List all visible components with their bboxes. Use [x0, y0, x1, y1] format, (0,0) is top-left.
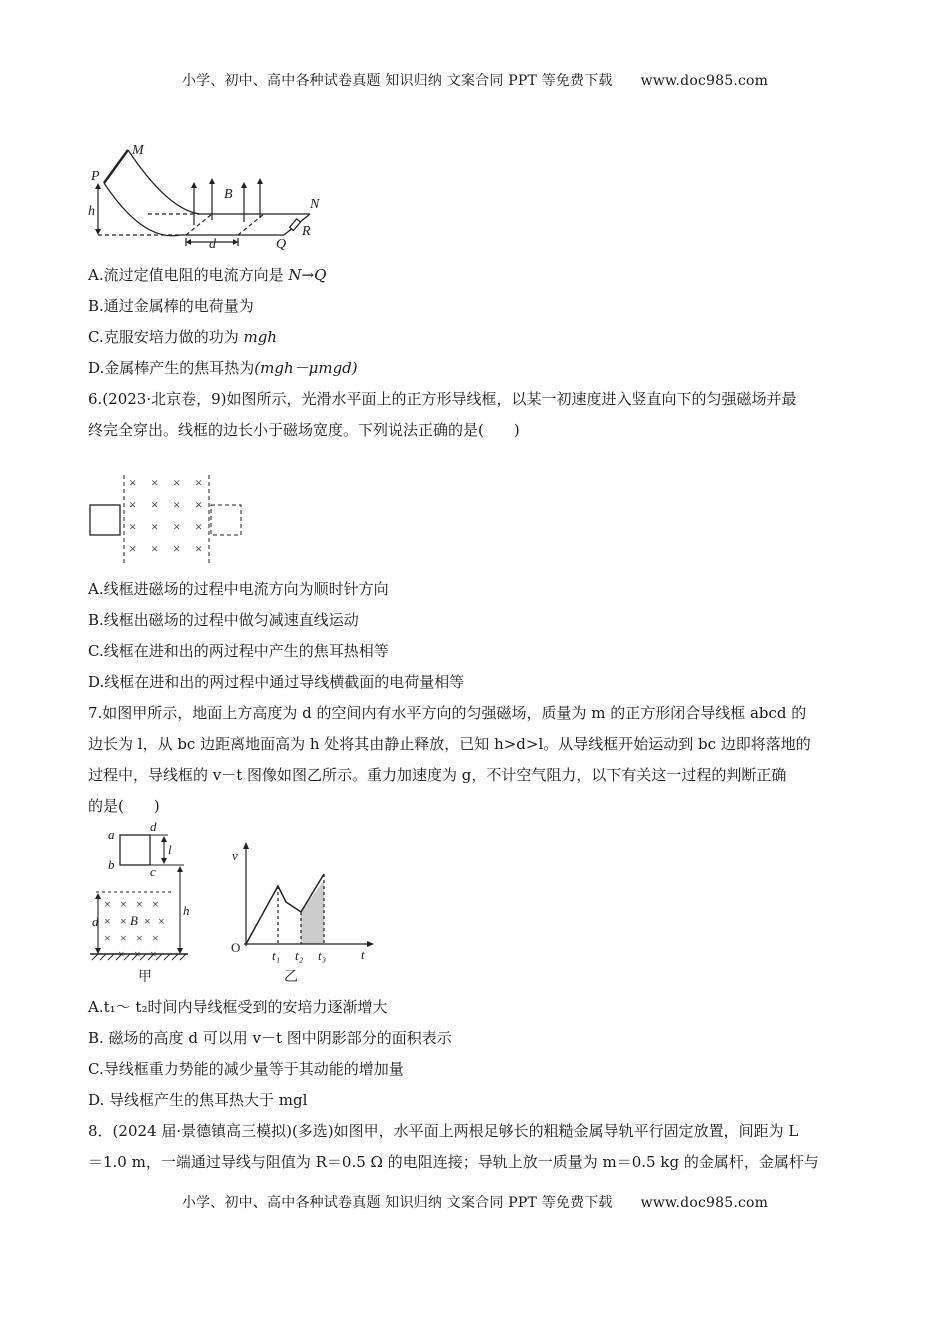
q7-option-a: A.t₁～ t₂时间内导线框受到的安培力逐渐增大 [88, 998, 388, 1016]
q7-option-d: D. 导线框产生的焦耳热大于 mgl [88, 1091, 308, 1109]
svg-text:×: × [144, 914, 151, 928]
svg-text:×: × [195, 475, 203, 490]
svg-text:×: × [136, 931, 143, 945]
q5-option-d: D.金属棒产生的焦耳热为(mgh－μmgd) [88, 359, 358, 377]
q5-figure [88, 138, 338, 250]
q5-option-c: C.克服安培力做的功为 mgh [88, 328, 277, 346]
q8-stem-line1: 8．(2024 届·景德镇高三模拟)(多选)如图甲，水平面上两根足够长的粗糙金属导轨平行固定放置，间距为 L [88, 1122, 799, 1140]
svg-text:×: × [120, 931, 127, 945]
svg-text:×: × [173, 475, 181, 490]
svg-text:×: × [104, 931, 111, 945]
svg-text:×: × [152, 897, 159, 911]
svg-text:×: × [104, 897, 111, 911]
label-t1: t₁ [272, 948, 281, 963]
page-header [0, 70, 950, 90]
svg-text:×: × [151, 497, 159, 512]
label-O: O [231, 940, 241, 955]
header-url[interactable]: www.doc985.com [640, 73, 769, 89]
curve-rail-front [104, 183, 180, 236]
label-t: t [361, 947, 365, 962]
label-h: h [88, 204, 95, 219]
square-frame [90, 505, 120, 535]
q5-option-a: A.流过定值电阻的电流方向是 N→Q [88, 266, 327, 284]
svg-text:×: × [151, 541, 159, 556]
label-t2: t₂ [295, 948, 304, 963]
q6-stem-line1: 6.(2023·北京卷，9)如图所示，光滑水平面上的正方形导线框，以某一初速度进入竖直向下的匀强磁场并最 [88, 390, 797, 408]
q6-option-c: C.线框在进和出的两过程中产生的焦耳热相等 [88, 642, 389, 660]
label-d: d [209, 237, 216, 250]
svg-text:×: × [195, 541, 203, 556]
label-B-field: B [130, 913, 138, 928]
q7-stem-line4: 的是( ) [88, 797, 160, 815]
q6-figure [88, 475, 248, 567]
label-t3: t₃ [318, 948, 327, 963]
field-crosses [129, 475, 202, 556]
wire-frame-abcd [120, 835, 150, 865]
page-footer [0, 1192, 950, 1212]
svg-text:×: × [195, 519, 203, 534]
q7-figure-yi [226, 840, 376, 990]
q7-stem-line3: 过程中，导线框的 v－t 图像如图乙所示。重力加速度为 g，不计空气阻力，以下有关这一过程的判断正确 [88, 766, 787, 784]
svg-text:×: × [120, 897, 127, 911]
svg-text:×: × [151, 519, 159, 534]
q6-option-a: A.线框进磁场的过程中电流方向为顺时针方向 [88, 580, 389, 598]
q7-option-b: B. 磁场的高度 d 可以用 v－t 图中阴影部分的面积表示 [88, 1029, 452, 1047]
svg-text:×: × [129, 519, 137, 534]
label-R: R [302, 224, 311, 239]
label-d-corner: d [150, 819, 157, 834]
svg-text:×: × [173, 541, 181, 556]
svg-text:×: × [104, 914, 111, 928]
label-B: B [224, 187, 233, 202]
q6-option-d: D.线框在进和出的两过程中通过导线横截面的电荷量相等 [88, 673, 465, 691]
svg-text:×: × [118, 947, 125, 961]
label-v: v [232, 848, 238, 863]
q7-stem-line2: 边长为 l，从 bc 边距离地面高为 h 处将其由静止释放，已知 h>d>l。从导线框开始运动到 bc 边即将落地的 [88, 735, 811, 753]
label-P: P [91, 169, 100, 184]
q6-option-b: B.线框出磁场的过程中做匀减速直线运动 [88, 611, 359, 629]
svg-text:×: × [150, 947, 157, 961]
metal-rod [104, 150, 128, 183]
svg-text:×: × [129, 541, 137, 556]
shaded-area [301, 880, 324, 944]
q7-figure-jia [88, 818, 198, 990]
svg-text:×: × [173, 497, 181, 512]
q6-stem-line2: 终完全穿出。线框的边长小于磁场宽度。下列说法正确的是( ) [88, 421, 520, 439]
square-frame-exit [211, 505, 241, 535]
svg-text:×: × [152, 931, 159, 945]
svg-text:×: × [134, 947, 141, 961]
svg-text:×: × [120, 914, 127, 928]
caption-yi: 乙 [284, 970, 298, 985]
label-M: M [132, 143, 144, 158]
header-text: 小学、初中、高中各种试卷真题 知识归纳 文案合同 PPT 等免费下载 [181, 73, 613, 89]
q5-option-b: B.通过金属棒的电荷量为 [88, 297, 254, 315]
svg-text:×: × [129, 475, 137, 490]
field-crosses-jia [104, 897, 165, 961]
label-b: b [108, 857, 115, 872]
q7-stem-line1: 7.如图甲所示，地面上方高度为 d 的空间内有水平方向的匀强磁场，质量为 m 的正方形闭合导线框 abcd 的 [88, 704, 807, 722]
q7-option-c: C.导线框重力势能的减少量等于其动能的增加量 [88, 1060, 404, 1078]
label-d-height: d [92, 914, 99, 929]
footer-text: 小学、初中、高中各种试卷真题 知识归纳 文案合同 PPT 等免费下载 [181, 1195, 613, 1211]
q8-stem-line2: ＝1.0 m，一端通过导线与阻值为 R＝0.5 Ω 的电阻连接；导轨上放一质量为 m＝0.5 kg 的金属杆，金属杆与 [88, 1153, 819, 1171]
svg-text:×: × [136, 897, 143, 911]
svg-text:×: × [173, 519, 181, 534]
label-Q: Q [276, 237, 287, 250]
svg-text:×: × [158, 914, 165, 928]
label-c: c [150, 864, 156, 879]
svg-text:×: × [195, 497, 203, 512]
footer-url[interactable]: www.doc985.com [640, 1195, 769, 1211]
curve-rail-back [128, 150, 200, 214]
label-h: h [183, 903, 190, 918]
label-N: N [310, 197, 320, 212]
caption-jia: 甲 [138, 970, 152, 985]
svg-text:×: × [151, 475, 159, 490]
svg-text:×: × [129, 497, 137, 512]
label-l: l [168, 842, 172, 857]
label-a: a [108, 827, 115, 842]
